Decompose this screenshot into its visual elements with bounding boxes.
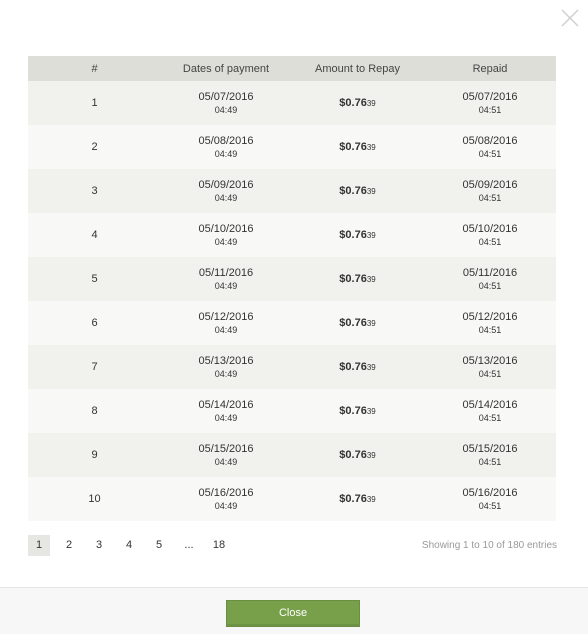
amount-main: $0.76 <box>339 273 367 285</box>
repaid-time: 04:51 <box>478 324 502 335</box>
header-amount-to-repay: Amount to Repay <box>291 56 424 81</box>
payment-time: 04:49 <box>214 192 238 203</box>
payment-date: 05/14/2016 <box>198 398 254 411</box>
amount-main: $0.76 <box>339 97 367 109</box>
table-row <box>28 81 556 125</box>
payment-date-cell <box>161 389 291 433</box>
amount-main: $0.76 <box>339 185 367 197</box>
repaid-time: 04:51 <box>478 192 502 203</box>
repaid-cell <box>424 213 556 257</box>
repaid-date: 05/14/2016 <box>462 398 518 411</box>
header-repaid: Repaid <box>424 56 556 81</box>
payment-date: 05/08/2016 <box>198 134 254 147</box>
payment-date: 05/13/2016 <box>198 354 254 367</box>
payment-date-cell <box>161 125 291 169</box>
page-button-5[interactable]: 5 <box>155 539 163 551</box>
payments-table <box>28 56 556 521</box>
amount-main: $0.76 <box>339 405 367 417</box>
payment-date: 05/11/2016 <box>198 266 254 279</box>
repaid-cell <box>424 169 556 213</box>
amount-main: $0.76 <box>339 229 367 241</box>
table-row <box>28 125 556 169</box>
amount-main: $0.76 <box>339 317 367 329</box>
entries-info: Showing 1 to 10 of 180 entries <box>421 540 557 551</box>
payment-time: 04:49 <box>214 324 238 335</box>
amount-main: $0.76 <box>339 141 367 153</box>
repaid-cell <box>424 345 556 389</box>
page-ellipsis: ... <box>184 539 194 551</box>
repaid-cell <box>424 125 556 169</box>
row-number: 6 <box>28 301 161 345</box>
repaid-cell <box>424 301 556 345</box>
amount-cents: 39 <box>366 451 376 460</box>
amount-cell <box>291 389 424 433</box>
repaid-time: 04:51 <box>478 280 502 291</box>
page-button-1[interactable]: 1 <box>28 535 50 556</box>
table-header-row <box>28 56 556 81</box>
amount-cell <box>291 433 424 477</box>
amount-cell <box>291 477 424 521</box>
amount-cell <box>291 81 424 125</box>
amount-cents: 39 <box>366 231 376 240</box>
table-row <box>28 389 556 433</box>
header-dates-of-payment: Dates of payment <box>161 56 291 81</box>
amount-cents: 39 <box>366 407 376 416</box>
close-x-icon[interactable] <box>560 8 580 28</box>
repaid-date: 05/13/2016 <box>462 354 518 367</box>
amount-cents: 39 <box>366 495 376 504</box>
amount-cell <box>291 345 424 389</box>
repaid-time: 04:51 <box>478 148 502 159</box>
payment-time: 04:49 <box>214 280 238 291</box>
repaid-date: 05/15/2016 <box>462 442 518 455</box>
amount-cents: 39 <box>366 187 376 196</box>
repaid-date: 05/10/2016 <box>462 222 518 235</box>
repaid-date: 05/07/2016 <box>462 90 518 103</box>
amount-cents: 39 <box>366 143 376 152</box>
amount-main: $0.76 <box>339 361 367 373</box>
repaid-time: 04:51 <box>478 412 502 423</box>
repaid-cell <box>424 433 556 477</box>
page-button-4[interactable]: 4 <box>125 539 133 551</box>
amount-cell <box>291 169 424 213</box>
repaid-date: 05/12/2016 <box>462 310 518 323</box>
payment-date: 05/07/2016 <box>198 90 254 103</box>
row-number: 7 <box>28 345 161 389</box>
payment-date-cell <box>161 345 291 389</box>
repaid-cell <box>424 257 556 301</box>
payments-table-container <box>28 56 556 521</box>
pagination <box>28 535 238 556</box>
payment-time: 04:49 <box>214 368 238 379</box>
amount-main: $0.76 <box>339 449 367 461</box>
payment-date-cell <box>161 213 291 257</box>
payment-time: 04:49 <box>214 104 238 115</box>
table-row <box>28 433 556 477</box>
amount-cell <box>291 125 424 169</box>
payment-date: 05/16/2016 <box>198 486 254 499</box>
payment-time: 04:49 <box>214 148 238 159</box>
payment-date-cell <box>161 477 291 521</box>
row-number: 5 <box>28 257 161 301</box>
close-button[interactable]: Close <box>226 600 360 627</box>
payment-date-cell <box>161 257 291 301</box>
repaid-time: 04:51 <box>478 104 502 115</box>
amount-cents: 39 <box>366 319 376 328</box>
repaid-time: 04:51 <box>478 500 502 511</box>
amount-cents: 39 <box>366 363 376 372</box>
repaid-date: 05/09/2016 <box>462 178 518 191</box>
amount-cents: 39 <box>366 99 376 108</box>
repaid-date: 05/11/2016 <box>462 266 518 279</box>
table-row <box>28 345 556 389</box>
table-row <box>28 301 556 345</box>
page-button-3[interactable]: 3 <box>95 539 103 551</box>
payment-date-cell <box>161 301 291 345</box>
header-number: # <box>28 56 161 81</box>
repaid-date: 05/08/2016 <box>462 134 518 147</box>
repaid-cell <box>424 81 556 125</box>
repaid-time: 04:51 <box>478 236 502 247</box>
payment-date-cell <box>161 433 291 477</box>
page-button-2[interactable]: 2 <box>65 539 73 551</box>
row-number: 2 <box>28 125 161 169</box>
row-number: 4 <box>28 213 161 257</box>
table-row <box>28 169 556 213</box>
payment-time: 04:49 <box>214 456 238 467</box>
payment-time: 04:49 <box>214 236 238 247</box>
payment-date: 05/12/2016 <box>198 310 254 323</box>
amount-main: $0.76 <box>339 493 367 505</box>
table-row <box>28 477 556 521</box>
payment-date-cell <box>161 169 291 213</box>
page-button-18[interactable]: 18 <box>212 539 226 551</box>
payment-date: 05/10/2016 <box>198 222 254 235</box>
table-row <box>28 257 556 301</box>
repaid-date: 05/16/2016 <box>462 486 518 499</box>
amount-cell <box>291 257 424 301</box>
payment-date-cell <box>161 81 291 125</box>
row-number: 9 <box>28 433 161 477</box>
row-number: 10 <box>28 477 161 521</box>
repaid-time: 04:51 <box>478 456 502 467</box>
repaid-cell <box>424 477 556 521</box>
amount-cell <box>291 301 424 345</box>
table-row <box>28 213 556 257</box>
row-number: 3 <box>28 169 161 213</box>
payment-date: 05/15/2016 <box>198 442 254 455</box>
dialog-footer <box>0 587 588 634</box>
row-number: 8 <box>28 389 161 433</box>
payment-date: 05/09/2016 <box>198 178 254 191</box>
payment-time: 04:49 <box>214 500 238 511</box>
amount-cents: 39 <box>366 275 376 284</box>
row-number: 1 <box>28 81 161 125</box>
repaid-time: 04:51 <box>478 368 502 379</box>
repaid-cell <box>424 389 556 433</box>
amount-cell <box>291 213 424 257</box>
payment-time: 04:49 <box>214 412 238 423</box>
